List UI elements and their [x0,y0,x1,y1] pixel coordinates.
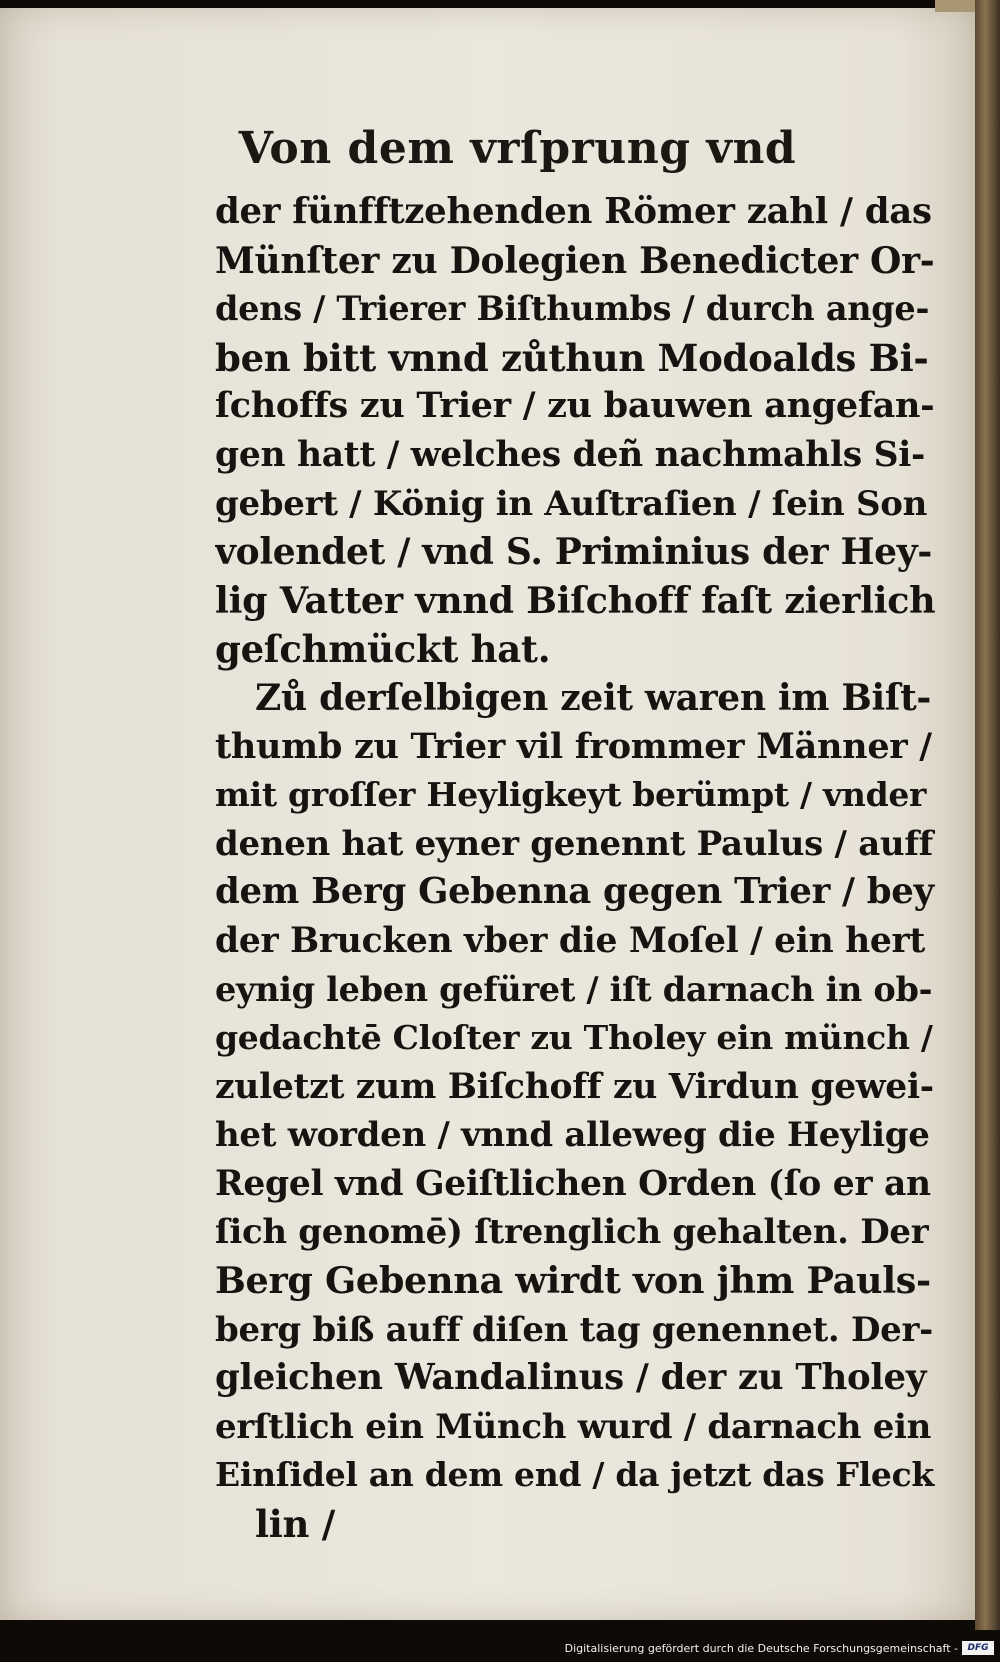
funding-notice: Digitalisierung gefördert durch die Deutsche Forschungsgemeinschaft - [564,1642,958,1655]
text-line: mit groſſer Heyligkeyt berümpt / vnder [215,775,927,815]
text-line: thumb zu Trier vil frommer Männer / [215,725,932,767]
text-line: erſtlich ein Münch wurd / darnach ein [215,1406,932,1447]
text-line: Zů derſelbigen zeit waren im Biſt- [255,676,932,719]
text-block [215,188,935,1549]
book-fore-edge [975,0,1000,1630]
text-line: dens / Trierer Biſthumbs / durch ange- [215,289,930,329]
text-line: berg biß auff diſen tag genennet. Der- [215,1309,933,1350]
text-line: lig Vatter vnnd Biſchoff faſt zierlich [215,578,935,622]
text-line: Münſter zu Dolegien Benedicter Or- [215,239,935,282]
text-line: eynig leben gefüret / iſt darnach in ob- [215,969,933,1009]
text-line: denen hat eyner genennt Paulus / auff [215,823,934,864]
text-line: dem Berg Gebenna gegen Trier / bey [215,871,934,913]
text-line: Berg Gebenna wirdt von jhm Pauls- [215,1259,931,1303]
dfg-logo: DFG [962,1641,994,1655]
text-line: gleichen Wandalinus / der zu Tholey [215,1357,927,1399]
text-line: gen hatt / welches deñ nachmahls Si- [215,434,926,475]
text-line: ſchoffs zu Trier / zu bauwen angefan- [215,385,935,427]
text-line: geſchmückt hat. [215,627,551,672]
text-line: volendet / vnd S. Priminius der Hey- [215,531,933,574]
text-line: Einſidel an dem end / da jetzt das Fleck [215,1455,934,1495]
text-line: ben bitt vnnd zůthun Modoalds Bi- [215,335,929,380]
text-line: der fünfftzehenden Römer zahl / das [215,191,932,232]
text-line: lin / [255,1502,335,1547]
text-line: ſich genomē) ſtrenglich gehalten. Der [215,1212,929,1253]
text-line: Regel vnd Geiſtlichen Orden (ſo er an [215,1163,931,1204]
text-line: zuletzt zum Biſchoff zu Virdun gewei- [215,1066,934,1107]
running-head: Von dem vrſprung vnd [238,123,797,174]
text-line: der Brucken vber die Moſel / ein hert [215,920,926,961]
book-page [0,8,975,1620]
text-line: gebert / König in Auſtraſien / ſein Son [215,483,928,524]
text-line: gedachtē Cloſter zu Tholey ein münch / [215,1018,933,1058]
text-line: het worden / vnnd alleweg die Heylige [215,1115,930,1156]
